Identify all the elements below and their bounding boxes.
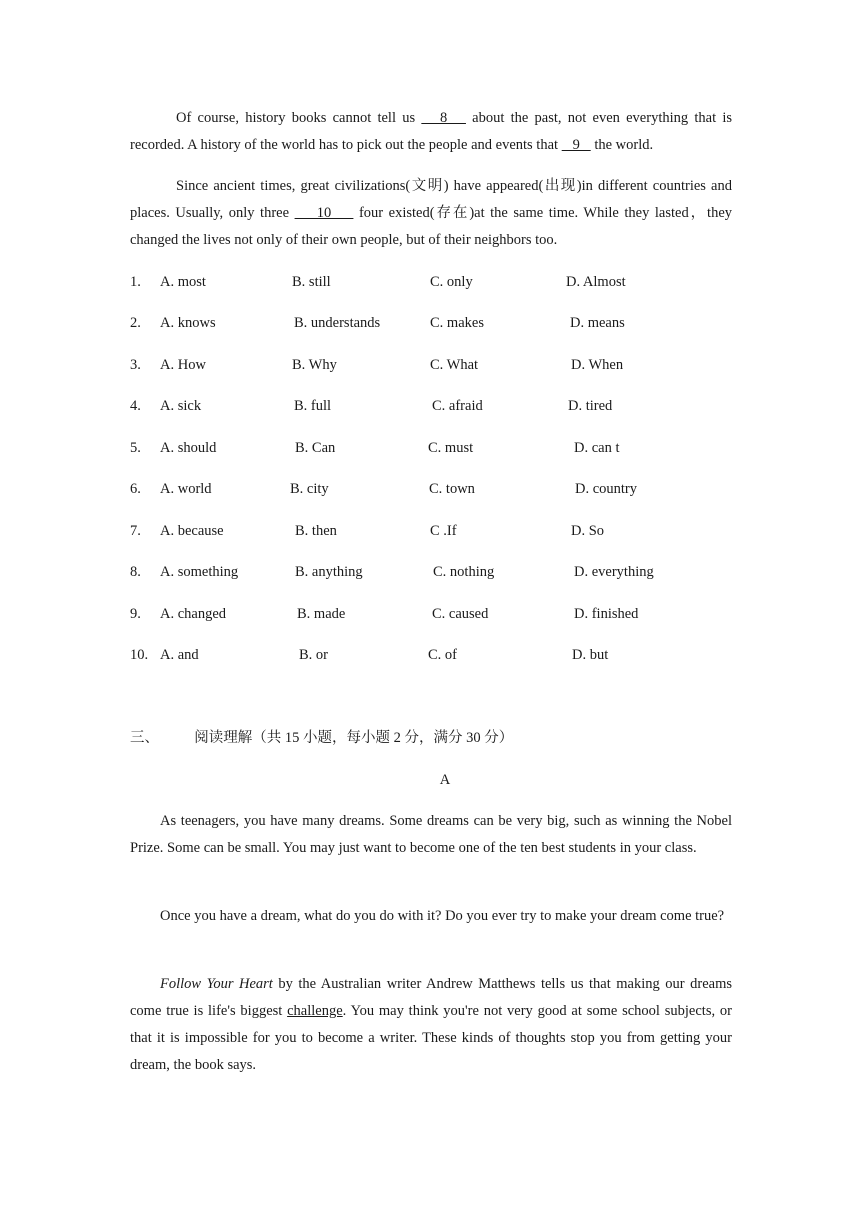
reading-paragraph-2: Once you have a dream, what do you do with it? Do you ever try to make your dream come true? [160, 908, 725, 924]
option-d: D. can t [574, 440, 620, 456]
option-b: B. Can [295, 440, 336, 456]
reading-p3-text-1: by the Australian writer Andrew Matthews tells us that making our dreams come true is life's biggest [130, 976, 732, 1019]
option-c: C. only [430, 274, 473, 290]
question-number: 9. [130, 606, 141, 622]
option-row-8 [130, 562, 732, 582]
option-d: D. country [575, 481, 638, 497]
option-a: A. because [160, 523, 224, 539]
option-c: C. of [428, 647, 457, 663]
option-row-10 [130, 645, 732, 665]
option-d: D. but [572, 647, 609, 663]
cloze-p1-text-1: Of course, history books cannot tell us [176, 110, 422, 126]
section-title: 阅读理解（共 15 小题，每小题 2 分，满分 30 分） [194, 730, 514, 746]
option-b: B. full [294, 398, 332, 414]
cloze-paragraph-2 [130, 173, 732, 254]
blank-10: 10 [294, 205, 354, 221]
option-a: A. and [160, 647, 199, 663]
reading-p3-text-2: . You may think you're not very good at some school subjects, or that it is impossible for you to become a writer. These kinds of thoughts stop you from getting your dream, the book says. [130, 1003, 732, 1073]
question-number: 2. [130, 315, 141, 331]
option-b: B. then [295, 523, 337, 539]
section-heading [130, 728, 513, 748]
cloze-p1-text-2: about the past, not even everything that is recorded. A history of the world has to pick out the people and events that [130, 110, 732, 153]
question-number: 7. [130, 523, 141, 539]
option-c: C. must [428, 440, 474, 456]
book-title: Follow Your Heart [160, 976, 273, 992]
option-row-7 [130, 521, 732, 541]
question-number: 1. [130, 274, 141, 290]
option-c: C. What [430, 357, 479, 373]
cloze-paragraph-1 [130, 105, 732, 159]
option-a: A. knows [160, 315, 216, 331]
option-b: B. understands [294, 315, 381, 331]
option-d: D. When [571, 357, 624, 373]
option-b: B. made [297, 606, 346, 622]
option-c: C. afraid [432, 398, 483, 414]
option-b: B. city [290, 481, 329, 497]
option-row-5 [130, 438, 732, 458]
option-c: C. nothing [433, 564, 495, 580]
option-a: A. changed [160, 606, 227, 622]
question-number: 8. [130, 564, 141, 580]
option-c: C. caused [432, 606, 489, 622]
question-number: 10. [130, 647, 149, 663]
reading-paragraph-3 [130, 971, 732, 1079]
option-row-4 [130, 396, 732, 416]
passage-label: A [439, 772, 451, 788]
option-d: D. tired [568, 398, 613, 414]
option-b: B. anything [295, 564, 363, 580]
option-row-3 [130, 355, 732, 375]
cloze-p1-text-3: the world. [590, 137, 654, 153]
cloze-p2-text-1: Since ancient times, great civilizations(文明) have appeared(出现)in different countries and places. Usually, only three [130, 178, 732, 221]
option-c: C. makes [430, 315, 484, 331]
option-b: B. Why [292, 357, 337, 373]
option-d: D. finished [574, 606, 639, 622]
blank-9: 9 [561, 137, 591, 153]
option-a: A. something [160, 564, 239, 580]
option-row-6 [130, 479, 732, 499]
option-c: C. town [429, 481, 475, 497]
option-a: A. world [160, 481, 212, 497]
option-row-2 [130, 313, 732, 333]
option-a: A. How [160, 357, 206, 373]
option-row-1 [130, 272, 732, 292]
option-row-9 [130, 604, 732, 624]
underlined-word: challenge [287, 1003, 343, 1019]
option-a: A. should [160, 440, 217, 456]
option-d: D. everything [574, 564, 654, 580]
question-number: 6. [130, 481, 141, 497]
option-c: C .If [430, 523, 457, 539]
option-a: A. sick [160, 398, 202, 414]
option-d: D. So [571, 523, 605, 539]
option-d: D. Almost [566, 274, 626, 290]
section-number: 三、 [130, 730, 159, 746]
option-b: B. still [292, 274, 331, 290]
question-number: 5. [130, 440, 141, 456]
option-a: A. most [160, 274, 206, 290]
option-d: D. means [570, 315, 625, 331]
option-b: B. or [299, 647, 328, 663]
reading-paragraph-1: As teenagers, you have many dreams. Some dreams can be very big, such as winning the Nobel Prize. Some can be small. You may just want to become one of the ten best students in your class. [130, 813, 732, 856]
question-number: 4. [130, 398, 141, 414]
cloze-p2-text-2: four existed(存在)at the same time. While they lasted，they changed the lives not only of their own people, but of their neighbors too. [130, 205, 733, 248]
blank-8: 8 [421, 110, 466, 126]
question-number: 3. [130, 357, 141, 373]
